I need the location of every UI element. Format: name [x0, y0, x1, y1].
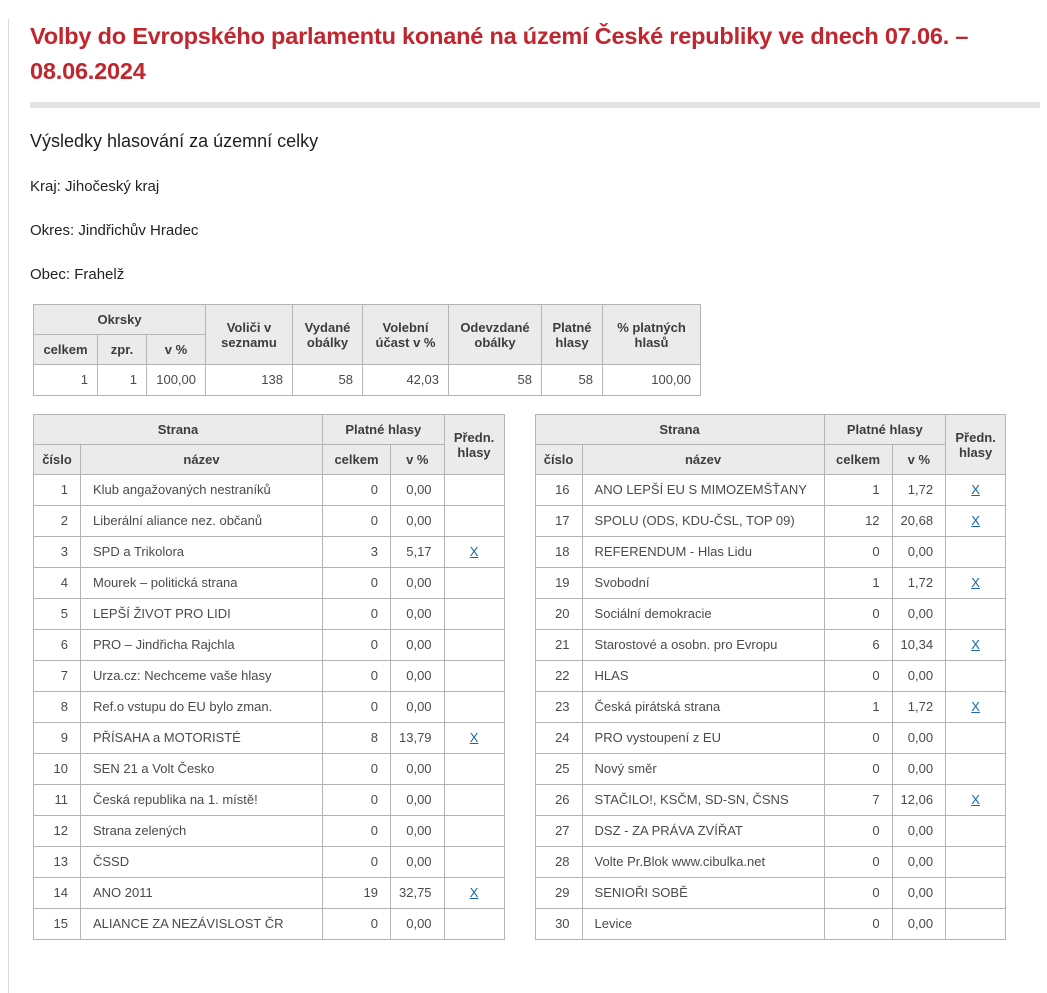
party-name: Ref.o vstupu do EU bylo zman.: [81, 692, 323, 723]
party-votes-pct: 0,00: [892, 878, 946, 909]
party-votes-pct: 0,00: [391, 599, 445, 630]
party-row: [535, 692, 1006, 723]
preferential-votes-link[interactable]: X: [469, 730, 479, 745]
party-name: Česká republika na 1. místě!: [81, 785, 323, 816]
party-name: ČSSD: [81, 847, 323, 878]
party-pref-cell: [444, 785, 504, 816]
party-pref-cell: [946, 661, 1006, 692]
party-name: ALIANCE ZA NEZÁVISLOST ČR: [81, 909, 323, 940]
party-votes-pct: 0,00: [892, 847, 946, 878]
okres-value: Jindřichův Hradec: [78, 222, 199, 239]
party-name: Liberální aliance nez. občanů: [81, 506, 323, 537]
party-row: [34, 785, 505, 816]
party-votes-total: 3: [323, 537, 391, 568]
party-votes-pct: 1,72: [892, 692, 946, 723]
region-okres: [30, 222, 1047, 240]
party-votes-total: 12: [824, 506, 892, 537]
summary-volici: 138: [206, 365, 293, 396]
party-votes-pct: 0,00: [892, 816, 946, 847]
party-table-right: [535, 414, 1007, 940]
party-row: [34, 692, 505, 723]
party-pref-cell: [444, 630, 504, 661]
party-pref-cell: [444, 909, 504, 940]
party-votes-pct: 1,72: [892, 475, 946, 506]
party-votes-pct: 0,00: [892, 661, 946, 692]
party-name: ANO LEPŠÍ EU S MIMOZEMŠŤANY: [582, 475, 824, 506]
party-votes-total: 0: [323, 692, 391, 723]
party-votes-total: 0: [824, 599, 892, 630]
party-row: [34, 661, 505, 692]
party-number: 1: [34, 475, 81, 506]
party-number: 6: [34, 630, 81, 661]
summary-odevzdane-obalky: 58: [449, 365, 542, 396]
region-kraj: [30, 178, 1047, 196]
party-votes-total: 0: [323, 506, 391, 537]
party-number: 30: [535, 909, 582, 940]
summary-vydane-obalky: 58: [293, 365, 363, 396]
party-header-vpct: v %: [391, 445, 445, 475]
party-row: [535, 506, 1006, 537]
party-number: 14: [34, 878, 81, 909]
party-pref-cell: [946, 878, 1006, 909]
party-votes-pct: 20,68: [892, 506, 946, 537]
party-votes-total: 0: [824, 537, 892, 568]
party-votes-total: 1: [824, 475, 892, 506]
party-votes-pct: 0,00: [391, 847, 445, 878]
party-name: Mourek – politická strana: [81, 568, 323, 599]
party-row: [34, 816, 505, 847]
party-number: 25: [535, 754, 582, 785]
party-header-celkem: celkem: [824, 445, 892, 475]
party-pref-cell: [946, 506, 1006, 537]
party-pref-cell: [444, 692, 504, 723]
party-votes-pct: 0,00: [391, 816, 445, 847]
kraj-label: Kraj:: [30, 178, 61, 195]
party-number: 9: [34, 723, 81, 754]
party-votes-total: 0: [323, 909, 391, 940]
party-number: 27: [535, 816, 582, 847]
party-row: [34, 909, 505, 940]
party-votes-pct: 0,00: [391, 754, 445, 785]
party-votes-pct: 0,00: [391, 506, 445, 537]
party-votes-total: 0: [323, 630, 391, 661]
region-obec: [30, 266, 1047, 284]
party-votes-pct: 0,00: [391, 692, 445, 723]
page-title: Volby do Evropského parlamentu konané na území České republiky ve dnech 07.06. – 08.06.2024: [30, 23, 969, 84]
party-number: 15: [34, 909, 81, 940]
summary-header-okrsky-zpr: zpr.: [98, 335, 147, 365]
summary-header-vydane-obalky: Vydané obálky: [293, 305, 363, 365]
party-number: 7: [34, 661, 81, 692]
party-pref-cell: [444, 754, 504, 785]
party-votes-total: 0: [824, 878, 892, 909]
party-number: 3: [34, 537, 81, 568]
party-name: Svobodní: [582, 568, 824, 599]
party-header-cislo: číslo: [34, 445, 81, 475]
party-name: Klub angažovaných nestraníků: [81, 475, 323, 506]
summary-header-odevzdane-obalky: Odevzdané obálky: [449, 305, 542, 365]
party-pref-cell: [946, 816, 1006, 847]
party-row: [535, 909, 1006, 940]
party-name: DSZ - ZA PRÁVA ZVÍŘAT: [582, 816, 824, 847]
party-votes-pct: 0,00: [391, 630, 445, 661]
party-row: [34, 537, 505, 568]
summary-row: [34, 365, 701, 396]
party-name: Volte Pr.Blok www.cibulka.net: [582, 847, 824, 878]
party-name: STAČILO!, KSČM, SD-SN, ČSNS: [582, 785, 824, 816]
party-header-strana: Strana: [34, 415, 323, 445]
party-number: 12: [34, 816, 81, 847]
party-header-nazev: název: [81, 445, 323, 475]
summary-platne-hlasy: 58: [542, 365, 603, 396]
party-votes-pct: 12,06: [892, 785, 946, 816]
summary-pct-platnych: 100,00: [603, 365, 701, 396]
preferential-votes-link[interactable]: X: [971, 513, 980, 528]
party-number: 11: [34, 785, 81, 816]
summary-header-pct-platnych: % platných hlasů: [603, 305, 701, 365]
summary-header-volici: Voliči v seznamu: [206, 305, 293, 365]
party-row: [34, 754, 505, 785]
party-row: [34, 506, 505, 537]
summary-table: [33, 304, 701, 396]
party-number: 17: [535, 506, 582, 537]
party-number: 4: [34, 568, 81, 599]
party-name: SENIOŘI SOBĚ: [582, 878, 824, 909]
party-pref-cell: [444, 475, 504, 506]
party-number: 24: [535, 723, 582, 754]
party-header-celkem: celkem: [323, 445, 391, 475]
party-votes-pct: 0,00: [391, 909, 445, 940]
party-header-predn-hlasy: Předn. hlasy: [444, 415, 504, 475]
party-header-vpct: v %: [892, 445, 946, 475]
party-row: [34, 847, 505, 878]
party-votes-pct: 0,00: [892, 909, 946, 940]
obec-value: Frahelž: [74, 266, 125, 283]
party-votes-total: 7: [824, 785, 892, 816]
party-number: 10: [34, 754, 81, 785]
party-votes-total: 1: [824, 692, 892, 723]
party-row: [535, 847, 1006, 878]
party-votes-pct: 10,34: [892, 630, 946, 661]
party-row: [535, 599, 1006, 630]
party-votes-total: 0: [323, 816, 391, 847]
party-number: 23: [535, 692, 582, 723]
party-pref-cell: [946, 568, 1006, 599]
party-row: [535, 568, 1006, 599]
party-votes-pct: 5,17: [391, 537, 445, 568]
party-name: Sociální demokracie: [582, 599, 824, 630]
party-name: PRO vystoupení z EU: [582, 723, 824, 754]
party-row: [34, 568, 505, 599]
party-votes-total: 6: [824, 630, 892, 661]
party-header-platne-hlasy: Platné hlasy: [824, 415, 946, 445]
party-pref-cell: [444, 537, 504, 568]
party-name: Strana zelených: [81, 816, 323, 847]
party-row: [535, 630, 1006, 661]
party-header-predn-hlasy: Předn. hlasy: [946, 415, 1006, 475]
summary-header-okrsky-vpct: v %: [147, 335, 206, 365]
party-pref-cell: [444, 847, 504, 878]
party-votes-pct: 0,00: [892, 723, 946, 754]
party-votes-pct: 0,00: [892, 537, 946, 568]
party-number: 13: [34, 847, 81, 878]
party-votes-total: 0: [323, 754, 391, 785]
party-pref-cell: [946, 537, 1006, 568]
summary-header-okrsky: Okrsky: [34, 305, 206, 335]
party-pref-cell: [946, 909, 1006, 940]
party-votes-total: 0: [323, 568, 391, 599]
party-pref-cell: [946, 723, 1006, 754]
party-pref-cell: [444, 599, 504, 630]
party-pref-cell: [444, 816, 504, 847]
party-number: 8: [34, 692, 81, 723]
party-votes-total: 1: [824, 568, 892, 599]
party-votes-pct: 0,00: [391, 661, 445, 692]
party-votes-pct: 32,75: [391, 878, 445, 909]
party-pref-cell: [946, 599, 1006, 630]
party-name: Levice: [582, 909, 824, 940]
party-row: [535, 754, 1006, 785]
summary-okrsky-celkem: 1: [34, 365, 98, 396]
party-row: [535, 785, 1006, 816]
party-votes-total: 0: [323, 475, 391, 506]
party-pref-cell: [946, 475, 1006, 506]
party-votes-pct: 0,00: [892, 599, 946, 630]
party-table-left: [33, 414, 505, 940]
party-votes-pct: 1,72: [892, 568, 946, 599]
party-votes-total: 0: [323, 847, 391, 878]
preferential-votes-link[interactable]: X: [971, 637, 980, 652]
party-header-nazev: název: [582, 445, 824, 475]
summary-header-okrsky-celkem: celkem: [34, 335, 98, 365]
results-page: [0, 19, 1047, 993]
party-name: SPD a Trikolora: [81, 537, 323, 568]
party-name: LEPŠÍ ŽIVOT PRO LIDI: [81, 599, 323, 630]
party-pref-cell: [946, 847, 1006, 878]
party-pref-cell: [946, 692, 1006, 723]
party-row: [34, 723, 505, 754]
kraj-value: Jihočeský kraj: [65, 178, 160, 195]
summary-header-volebni-ucast: Volební účast v %: [363, 305, 449, 365]
party-pref-cell: [444, 568, 504, 599]
party-number: 16: [535, 475, 582, 506]
preferential-votes-link[interactable]: X: [971, 792, 980, 807]
party-row: [34, 878, 505, 909]
party-votes-pct: 0,00: [391, 785, 445, 816]
party-number: 20: [535, 599, 582, 630]
party-votes-total: 0: [824, 661, 892, 692]
party-number: 29: [535, 878, 582, 909]
party-number: 18: [535, 537, 582, 568]
party-number: 28: [535, 847, 582, 878]
party-pref-cell: [444, 723, 504, 754]
title-divider: [30, 102, 1040, 108]
party-votes-pct: 0,00: [391, 568, 445, 599]
party-number: 22: [535, 661, 582, 692]
party-votes-total: 0: [323, 785, 391, 816]
party-pref-cell: [946, 630, 1006, 661]
party-pref-cell: [444, 661, 504, 692]
preferential-votes-link[interactable]: X: [971, 699, 980, 714]
party-pref-cell: [946, 754, 1006, 785]
preferential-votes-link[interactable]: X: [971, 482, 980, 497]
party-pref-cell: [946, 785, 1006, 816]
party-row: [34, 599, 505, 630]
party-number: 5: [34, 599, 81, 630]
party-votes-total: 19: [323, 878, 391, 909]
party-votes-total: 0: [824, 754, 892, 785]
party-votes-total: 0: [824, 909, 892, 940]
party-votes-total: 0: [824, 723, 892, 754]
party-votes-total: 8: [323, 723, 391, 754]
party-pref-cell: [444, 878, 504, 909]
party-name: HLAS: [582, 661, 824, 692]
party-votes-total: 0: [824, 847, 892, 878]
party-row: [34, 630, 505, 661]
party-header-platne-hlasy: Platné hlasy: [323, 415, 445, 445]
results-subtitle: Výsledky hlasování za územní celky: [30, 131, 319, 151]
preferential-votes-link[interactable]: X: [469, 544, 479, 559]
party-number: 21: [535, 630, 582, 661]
party-row: [535, 878, 1006, 909]
party-number: 19: [535, 568, 582, 599]
party-row: [535, 475, 1006, 506]
party-pref-cell: [444, 506, 504, 537]
party-row: [535, 537, 1006, 568]
obec-label: Obec:: [30, 266, 71, 283]
party-name: Starostové a osobn. pro Evropu: [582, 630, 824, 661]
summary-volebni-ucast: 42,03: [363, 365, 449, 396]
party-votes-pct: 0,00: [391, 475, 445, 506]
party-row: [34, 475, 505, 506]
party-header-strana: Strana: [535, 415, 824, 445]
party-row: [535, 661, 1006, 692]
party-name: REFERENDUM - Hlas Lidu: [582, 537, 824, 568]
party-name: PRO – Jindřicha Rajchla: [81, 630, 323, 661]
party-header-cislo: číslo: [535, 445, 582, 475]
party-votes-total: 0: [323, 599, 391, 630]
party-name: SEN 21 a Volt Česko: [81, 754, 323, 785]
party-name: SPOLU (ODS, KDU-ČSL, TOP 09): [582, 506, 824, 537]
party-votes-pct: 13,79: [391, 723, 445, 754]
summary-header-platne-hlasy: Platné hlasy: [542, 305, 603, 365]
party-name: ANO 2011: [81, 878, 323, 909]
party-row: [535, 723, 1006, 754]
party-name: Česká pirátská strana: [582, 692, 824, 723]
party-votes-total: 0: [323, 661, 391, 692]
party-row: [535, 816, 1006, 847]
party-votes-pct: 0,00: [892, 754, 946, 785]
summary-okrsky-vpct: 100,00: [147, 365, 206, 396]
party-name: Urza.cz: Nechceme vaše hlasy: [81, 661, 323, 692]
party-number: 2: [34, 506, 81, 537]
preferential-votes-link[interactable]: X: [971, 575, 980, 590]
party-number: 26: [535, 785, 582, 816]
okres-label: Okres:: [30, 222, 75, 239]
party-votes-total: 0: [824, 816, 892, 847]
party-name: PŘÍSAHA a MOTORISTÉ: [81, 723, 323, 754]
summary-okrsky-zpr: 1: [98, 365, 147, 396]
preferential-votes-link[interactable]: X: [469, 885, 479, 900]
party-name: Nový směr: [582, 754, 824, 785]
